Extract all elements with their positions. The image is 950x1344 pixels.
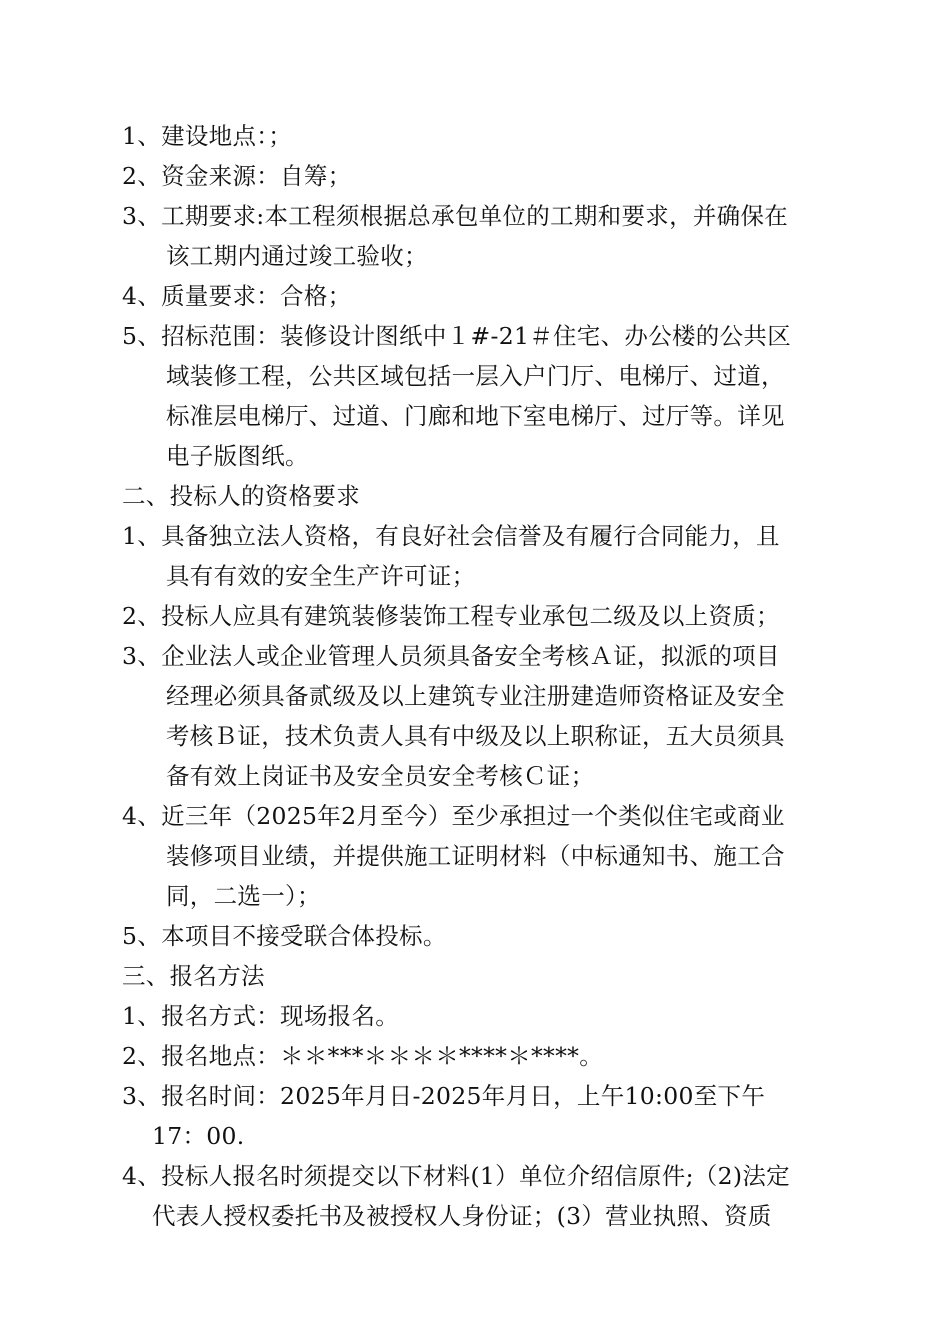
list-item	[122, 276, 844, 316]
continuation-line	[122, 396, 844, 436]
list-item	[122, 196, 844, 236]
item-text: 投标人报名时须提交以下材料(1）单位介绍信原件;（2)法定	[161, 1162, 790, 1190]
list-item	[122, 1076, 844, 1116]
continuation-line	[122, 716, 844, 756]
list-item	[122, 516, 844, 556]
item-number: 2、	[122, 602, 162, 630]
continuation-line	[122, 1116, 844, 1156]
item-text: 标准层电梯厅、过道、门廊和地下室电梯厅、过厅等。详见	[166, 402, 785, 430]
item-text: 同，二选一）；	[166, 882, 321, 910]
section-heading	[122, 956, 844, 996]
item-number: 3、	[122, 1082, 162, 1110]
item-text: 质量要求：合格；	[161, 282, 352, 310]
item-number: 4、	[122, 802, 162, 830]
item-number: 5、	[122, 322, 162, 350]
item-text: 域装修工程，公共区域包括一层入户门厅、电梯厅、过道，	[166, 362, 785, 390]
item-text: 代表人授权委托书及被授权人身份证；(3）营业执照、资质	[152, 1202, 772, 1230]
item-text: 具备独立法人资格，有良好社会信誉及有履行合同能力，且	[161, 522, 780, 550]
item-text: 具有有效的安全生产许可证；	[166, 562, 476, 590]
item-text: 报名时间：2025年月日-2025年月日，上午10:00至下午	[161, 1082, 766, 1110]
list-item	[122, 996, 844, 1036]
continuation-line	[122, 876, 844, 916]
item-text: 该工期内通过竣工验收；	[166, 242, 428, 270]
list-item	[122, 916, 844, 956]
item-number: 2、	[122, 162, 162, 190]
list-item	[122, 796, 844, 836]
item-number: 2、	[122, 1042, 162, 1070]
item-number: 4、	[122, 282, 162, 310]
section-title: 报名方法	[169, 962, 265, 990]
section-number: 三、	[122, 962, 170, 990]
item-text: 招标范围：装修设计图纸中１#-21＃住宅、办公楼的公共区	[161, 322, 791, 350]
continuation-line	[122, 756, 844, 796]
section-heading	[122, 476, 844, 516]
section-number: 二、	[122, 482, 170, 510]
list-item	[122, 316, 844, 356]
continuation-line	[122, 356, 844, 396]
list-item	[122, 636, 844, 676]
item-number: 3、	[122, 642, 162, 670]
item-text: 备有效上岗证书及安全员安全考核Ｃ证；	[166, 762, 595, 790]
list-item	[122, 1036, 844, 1076]
item-number: 5、	[122, 922, 162, 950]
item-text: 报名地点：＊＊***＊＊＊＊****＊****。	[161, 1042, 604, 1070]
list-item	[122, 156, 844, 196]
item-number: 1、	[122, 1002, 162, 1030]
item-number: 1、	[122, 522, 162, 550]
list-item	[122, 1156, 844, 1196]
continuation-line	[122, 236, 844, 276]
continuation-line	[122, 556, 844, 596]
list-item	[122, 596, 844, 636]
list-item	[122, 116, 844, 156]
item-number: 3、	[122, 202, 162, 230]
continuation-line	[122, 836, 844, 876]
item-text: 建设地点：；	[161, 122, 293, 150]
section-title: 投标人的资格要求	[169, 482, 361, 510]
item-text: 电子版图纸。	[166, 442, 309, 470]
item-text: 17：00.	[152, 1122, 245, 1150]
item-text: 本项目不接受联合体投标。	[161, 922, 447, 950]
item-text: 近三年（2025年2月至今）至少承担过一个类似住宅或商业	[161, 802, 785, 830]
item-text: 经理必须具备贰级及以上建筑专业注册建造师资格证及安全	[166, 682, 785, 710]
item-text: 报名方式：现场报名。	[161, 1002, 400, 1030]
item-text: 投标人应具有建筑装修装饰工程专业承包二级及以上资质；	[161, 602, 780, 630]
continuation-line	[122, 1196, 844, 1236]
item-text: 企业法人或企业管理人员须具备安全考核Ａ证，拟派的项目	[161, 642, 780, 670]
item-text: 装修项目业绩，并提供施工证明材料（中标通知书、施工合	[166, 842, 785, 870]
document-body	[122, 116, 844, 1236]
continuation-line	[122, 436, 844, 476]
item-number: 4、	[122, 1162, 162, 1190]
item-text: 工期要求:本工程须根据总承包单位的工期和要求，并确保在	[161, 202, 789, 230]
continuation-line	[122, 676, 844, 716]
item-number: 1、	[122, 122, 162, 150]
item-text: 考核Ｂ证，技术负责人具有中级及以上职称证，五大员须具	[166, 722, 785, 750]
item-text: 资金来源：自筹；	[161, 162, 352, 190]
